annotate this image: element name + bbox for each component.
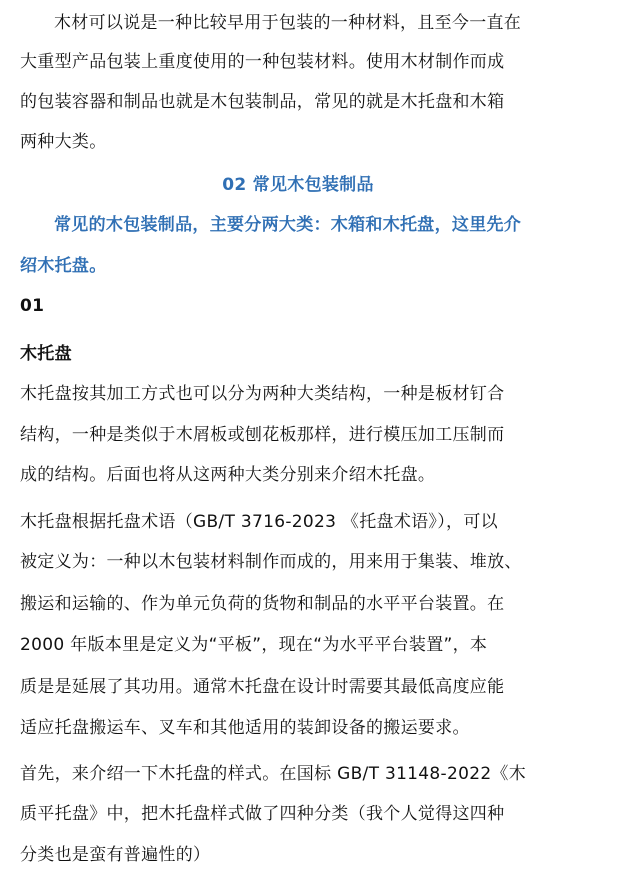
section-summary-line: 绍木托盘。: [20, 256, 107, 276]
paragraph-line: 木托盘根据托盘术语（GB/T 3716-2023 《托盘术语》），可以: [20, 512, 498, 532]
paragraph-line: 质是是延展了其功用。通常木托盘在设计时需要其最低高度应能: [20, 677, 505, 697]
intro-line: 两种大类。: [20, 132, 107, 152]
intro-line: 大重型产品包装上重度使用的一种包装材料。使用木材制作而成: [20, 52, 505, 72]
subsection-title: 木托盘: [20, 344, 72, 364]
paragraph-line: 搬运和运输的、作为单元负荷的货物和制品的水平平台装置。在: [20, 594, 505, 614]
paragraph-line: 质平托盘》中，把木托盘样式做了四种分类（我个人觉得这四种: [20, 804, 505, 824]
subsection-number: 01: [20, 296, 45, 316]
intro-line: 木材可以说是一种比较早用于包装的一种材料，且至今一直在: [54, 13, 522, 33]
paragraph-line: 2000 年版本里是定义为“平板”，现在“为水平平台装置”，本: [20, 635, 488, 655]
paragraph-line: 木托盘按其加工方式也可以分为两种大类结构，一种是板材钉合: [20, 384, 505, 404]
intro-line: 的包装容器和制品也就是木包装制品，常见的就是木托盘和木箱: [20, 92, 505, 112]
paragraph-line: 被定义为：一种以木包装材料制作而成的，用来用于集装、堆放、: [20, 552, 522, 572]
paragraph-line: 适应托盘搬运车、叉车和其他适用的装卸设备的搬运要求。: [20, 718, 470, 738]
paragraph-line: 成的结构。后面也将从这两种大类分别来介绍木托盘。: [20, 465, 436, 485]
paragraph-line: 结构，一种是类似于木屑板或刨花板那样，进行模压加工压制而: [20, 425, 505, 445]
paragraph-line: 分类也是蛮有普遍性的）: [20, 845, 211, 865]
paragraph-line: 首先，来介绍一下木托盘的样式。在国标 GB/T 31148-2022《木: [20, 764, 527, 784]
section-summary-line: 常见的木包装制品，主要分两大类：木箱和木托盘，这里先介: [54, 215, 522, 235]
section-heading: 02 常见木包装制品: [222, 175, 374, 195]
